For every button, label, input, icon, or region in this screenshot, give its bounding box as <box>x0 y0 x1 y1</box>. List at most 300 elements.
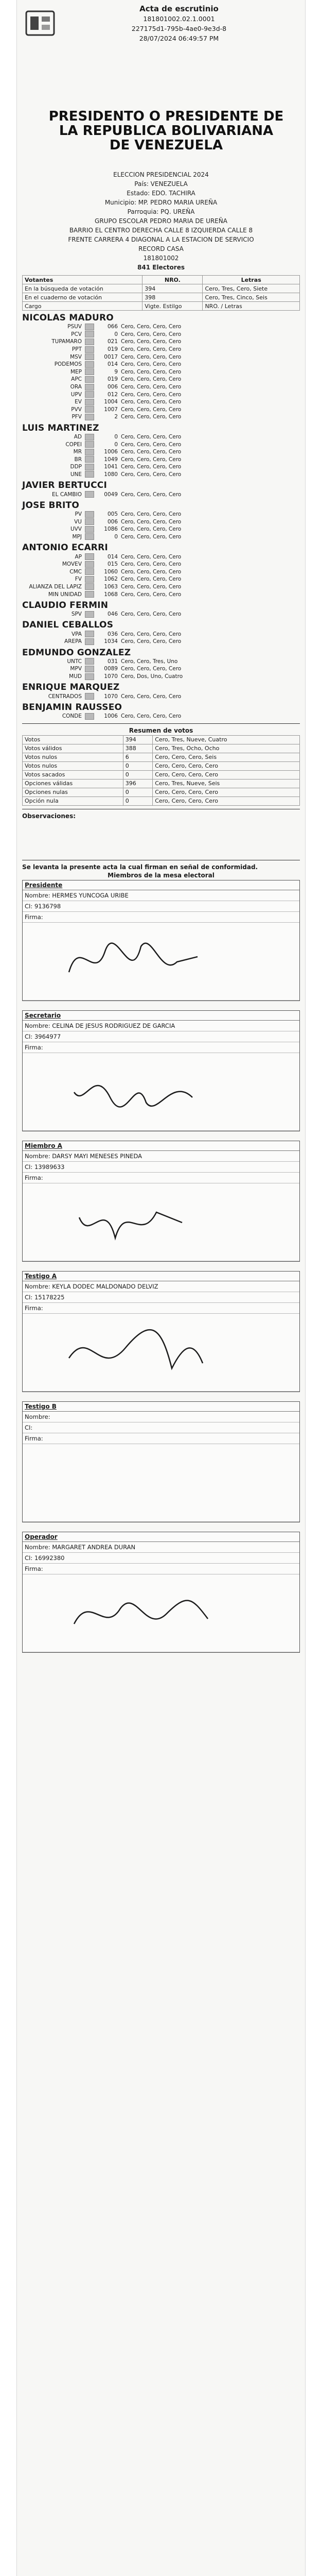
party-logo-icon <box>85 449 94 455</box>
member-box <box>22 1010 300 1131</box>
estado: Estado: EDO. TACHIRA <box>127 190 195 197</box>
party-logo-icon <box>85 658 94 665</box>
party-row <box>22 406 300 414</box>
party-votes: 1060 <box>104 568 118 575</box>
votantes-h1: NRO. <box>142 276 203 284</box>
candidate-name: EDMUNDO GONZALEZ <box>22 647 131 658</box>
party-logo-icon <box>85 591 94 598</box>
doc-date: 28/07/2024 06:49:57 PM <box>139 35 219 42</box>
party-row <box>22 456 300 464</box>
party-votes-words: Cero, Cero, Cero, Cero <box>121 399 182 405</box>
party-logo-icon <box>85 576 94 583</box>
candidate-name: NICOLAS MADURO <box>22 313 114 323</box>
party-logo-icon <box>85 638 94 645</box>
address: BARRIO EL CENTRO DERECHA CALLE 8 IZQUIERDA CALLE 8 FRENTE CARRERA 4 DIAGONAL A LA ESTACION DE SERVICIO RECORD CASA <box>68 227 254 252</box>
member-name: Nombre: HERMES YUNCOGA URIBE <box>23 890 299 901</box>
candidate-name: CLAUDIO FERMIN <box>22 600 109 611</box>
resumen-cell: Cero, Cero, Cero, Cero <box>153 788 300 796</box>
party-name: PODEMOS <box>54 361 82 368</box>
party-row <box>22 590 300 598</box>
party-logo-icon <box>85 368 94 375</box>
party-votes-words: Cero, Cero, Cero, Cero <box>121 441 182 448</box>
party-votes: 1007 <box>104 406 118 413</box>
party-row <box>22 692 300 700</box>
party-votes-words: Cero, Cero, Cero, Cero <box>121 434 182 440</box>
party-row <box>22 713 300 720</box>
party-row <box>22 568 300 575</box>
party-votes-words: Cero, Cero, Cero, Cero <box>121 346 182 353</box>
member-firma: Firma: <box>23 1433 299 1444</box>
party-row <box>22 323 300 331</box>
party-name: BR <box>74 456 82 463</box>
party-votes: 1004 <box>104 399 118 405</box>
party-name: EV <box>75 399 82 405</box>
candidate-name: ENRIQUE MARQUEZ <box>22 682 120 693</box>
party-votes: 006 <box>107 518 118 525</box>
party-votes-words: Cero, Cero, Cero, Cero <box>121 464 182 470</box>
party-votes: 0 <box>114 533 118 540</box>
party-name: MOVEV <box>62 561 82 568</box>
party-logo-icon <box>85 361 94 368</box>
party-row <box>22 630 300 638</box>
member-firma: Firma: <box>23 1173 299 1183</box>
party-votes: 1063 <box>104 583 118 590</box>
doc-title: Acta de escrutinio <box>139 4 219 13</box>
party-votes: 036 <box>107 631 118 637</box>
party-row <box>22 398 300 406</box>
signature-icon <box>59 1317 213 1389</box>
party-logo-icon <box>85 511 94 518</box>
resumen-title: Resumen de votos <box>129 726 193 734</box>
party-row <box>22 511 300 518</box>
member-box <box>22 1141 300 1262</box>
member-role: Testigo B <box>23 1402 299 1412</box>
signature-icon <box>59 1056 213 1128</box>
party-row <box>22 490 300 498</box>
party-logo-icon <box>85 693 94 700</box>
party-row <box>22 561 300 568</box>
party-votes-words: Cero, Dos, Uno, Cuatro <box>121 673 183 680</box>
election: ELECCION PRESIDENCIAL 2024 <box>113 171 209 178</box>
votantes-r1c1: 398 <box>142 293 203 302</box>
party-votes: 005 <box>107 511 118 518</box>
party-votes-words: Cero, Cero, Cero, Cero <box>121 331 182 337</box>
party-row <box>22 440 300 448</box>
header <box>17 0 305 170</box>
party-name: MPV <box>70 666 82 672</box>
party-name: PSUV <box>67 324 82 330</box>
party-votes: 1034 <box>104 638 118 645</box>
party-row <box>22 665 300 673</box>
member-ci: CI: 3964977 <box>23 1031 299 1042</box>
candidates-list <box>17 313 305 720</box>
party-logo-icon <box>85 353 94 360</box>
signature-icon <box>59 1187 213 1259</box>
party-row <box>22 463 300 471</box>
party-logo-icon <box>85 471 94 478</box>
party-votes: 1006 <box>104 713 118 720</box>
member-role: Miembro A <box>23 1141 299 1151</box>
party-name: COPEI <box>65 441 82 448</box>
party-row <box>22 331 300 338</box>
party-logo-icon <box>85 406 94 413</box>
resumen-cell: Votos nulos <box>23 753 123 761</box>
centro: GRUPO ESCOLAR PEDRO MARIA DE UREÑA <box>95 217 227 225</box>
resumen-cell: Votos <box>23 735 123 744</box>
member-ci: CI: <box>23 1422 299 1433</box>
votantes-r2c2a: NRO. <box>205 302 220 310</box>
party-name: CMC <box>69 568 82 575</box>
party-row <box>22 368 300 376</box>
party-name: MUD <box>69 673 82 680</box>
party-logo-icon <box>85 666 94 672</box>
party-votes-words: Cero, Cero, Cero, Cero <box>121 576 182 583</box>
municipio: Municipio: MP. PEDRO MARIA UREÑA <box>104 199 218 206</box>
party-votes: 9 <box>114 368 118 375</box>
party-name: UPV <box>70 391 82 398</box>
candidate-name: LUIS MARTINEZ <box>22 422 99 433</box>
party-votes: 1041 <box>104 464 118 470</box>
party-name: DDP <box>70 464 82 470</box>
party-row <box>22 391 300 398</box>
party-name: MIN UNIDAD <box>48 591 82 598</box>
signature-icon <box>59 926 213 998</box>
party-row <box>22 638 300 646</box>
party-logo-icon <box>85 631 94 637</box>
party-logo-icon <box>85 376 94 383</box>
resumen-row <box>23 753 300 761</box>
party-logo-icon <box>85 391 94 398</box>
votantes-h2: Letras <box>203 276 300 284</box>
party-name: CENTRADOS <box>48 693 82 700</box>
pais: País: VENEZUELA <box>134 180 188 188</box>
resumen-cell: Cero, Cero, Cero, Seis <box>153 753 300 761</box>
party-name: PV <box>75 511 82 518</box>
party-logo-icon <box>85 553 94 560</box>
party-votes-words: Cero, Cero, Cero, Cero <box>121 518 182 525</box>
party-name: VPA <box>71 631 82 637</box>
party-votes: 046 <box>107 611 118 618</box>
party-votes-words: Cero, Cero, Cero, Cero <box>121 631 182 637</box>
resumen-row <box>23 735 300 744</box>
party-votes-words: Cero, Cero, Cero, Cero <box>121 361 182 368</box>
party-name: TUPAMARO <box>51 338 82 345</box>
resumen-cell: 6 <box>123 753 152 761</box>
resumen-row <box>23 788 300 796</box>
resumen-cell: 0 <box>123 796 152 805</box>
party-row <box>22 433 300 441</box>
party-row <box>22 526 300 533</box>
receipt <box>16 0 306 2576</box>
candidate-name: ANTONIO ECARRI <box>22 543 108 553</box>
member-name: Nombre: MARGARET ANDREA DURAN <box>23 1542 299 1553</box>
candidate-name: JOSE BRITO <box>22 500 79 511</box>
party-votes: 014 <box>107 361 118 368</box>
party-row <box>22 553 300 561</box>
party-votes: 0 <box>114 331 118 337</box>
party-votes: 2 <box>114 414 118 420</box>
member-firma: Firma: <box>23 1564 299 1574</box>
resumen-cell: Votos nulos <box>23 761 123 770</box>
party-votes: 0049 <box>104 491 118 498</box>
votantes-h0: Votantes <box>23 276 142 284</box>
party-votes: 0 <box>114 434 118 440</box>
resumen-cell: Cero, Tres, Ocho, Ocho <box>153 744 300 753</box>
member-name: Nombre: CELINA DE JESUS RODRIGUEZ DE GARCIA <box>23 1021 299 1031</box>
party-name: UNE <box>70 471 82 478</box>
party-votes: 1068 <box>104 591 118 598</box>
party-votes: 1086 <box>104 526 118 533</box>
party-logo-icon <box>85 414 94 420</box>
party-votes-words: Cero, Cero, Cero, Cero <box>121 591 182 598</box>
member-name: Nombre: DARSY MAYI MENESES PINEDA <box>23 1151 299 1162</box>
electores: 841 Electores <box>137 264 185 271</box>
resumen-row <box>23 744 300 753</box>
resumen-cell: 0 <box>123 761 152 770</box>
resumen-cell: 396 <box>123 779 152 788</box>
page-title: PRESIDENTO O PRESIDENTE DE LA REPUBLICA BOLIVARIANA DE VENEZUELA <box>48 109 284 153</box>
member-firma: Firma: <box>23 1042 299 1053</box>
mesa: 181801002 <box>143 255 179 262</box>
party-logo-icon <box>85 464 94 470</box>
member-ci: CI: 15178225 <box>23 1292 299 1303</box>
resumen-cell: Cero, Tres, Nueve, Seis <box>153 779 300 788</box>
party-votes: 1070 <box>104 693 118 700</box>
party-logo-icon <box>85 384 94 391</box>
resumen-row <box>23 761 300 770</box>
party-logo-icon <box>85 611 94 618</box>
members-title: Miembros de la mesa electoral <box>108 871 215 879</box>
party-logo-icon <box>85 441 94 448</box>
party-logo-icon <box>85 568 94 575</box>
party-logo-icon <box>85 338 94 345</box>
resumen-cell: Cero, Tres, Nueve, Cuatro <box>153 735 300 744</box>
resumen-section <box>22 727 300 806</box>
doc-hash: 227175d1-795b-4ae0-9e3d-8 <box>131 25 227 32</box>
votantes-r0c2: Cero, Tres, Cero, Siete <box>203 284 300 293</box>
party-votes-words: Cero, Cero, Cero, Cero <box>121 384 182 391</box>
member-ci: CI: 9136798 <box>23 901 299 912</box>
member-box <box>22 1271 300 1392</box>
party-votes-words: Cero, Cero, Cero, Cero <box>121 666 182 672</box>
party-votes: 1070 <box>104 673 118 680</box>
members-list <box>17 880 305 1653</box>
party-votes-words: Cero, Cero, Cero, Cero <box>121 353 182 360</box>
party-votes: 1006 <box>104 449 118 455</box>
party-logo-icon <box>85 456 94 463</box>
party-name: EL CAMBIO <box>52 491 82 498</box>
party-row <box>22 413 300 421</box>
resumen-cell: Opción nula <box>23 796 123 805</box>
party-votes-words: Cero, Cero, Cero, Cero <box>121 511 182 518</box>
party-name: UVV <box>70 526 82 533</box>
member-name: Nombre: KEYLA DODEC MALDONADO DELVIZ <box>23 1281 299 1292</box>
party-votes-words: Cero, Cero, Cero, Cero <box>121 449 182 455</box>
resumen-cell: 0 <box>123 770 152 779</box>
party-logo-icon <box>85 434 94 440</box>
party-name: ALIANZA DEL LAPIZ <box>29 583 82 590</box>
member-name: Nombre: <box>23 1412 299 1422</box>
member-role: Secretario <box>23 1011 299 1021</box>
party-votes-words: Cero, Cero, Cero, Cero <box>121 713 182 720</box>
conformity-text: Se levanta la presente acta la cual firman en señal de conformidad. <box>22 863 258 871</box>
party-votes: 014 <box>107 553 118 560</box>
votantes-r2c2: NRO. / Letras <box>203 302 300 311</box>
member-ci: CI: 13989633 <box>23 1162 299 1173</box>
party-row <box>22 611 300 618</box>
resumen-cell: Opciones válidas <box>23 779 123 788</box>
votantes-r0c1: 394 <box>142 284 203 293</box>
resumen-cell: 394 <box>123 735 152 744</box>
member-box <box>22 1532 300 1653</box>
signature-area <box>23 1574 299 1652</box>
party-logo-icon <box>85 331 94 337</box>
observaciones-label: Observaciones: <box>22 812 76 820</box>
party-row <box>22 448 300 456</box>
party-votes: 0 <box>114 441 118 448</box>
parroquia: Parroquia: PQ. UREÑA <box>127 208 195 215</box>
party-row <box>22 361 300 368</box>
resumen-table <box>22 735 300 806</box>
resumen-cell: Cero, Cero, Cero, Cero <box>153 761 300 770</box>
party-name: SPV <box>71 611 82 618</box>
member-ci: CI: 16992380 <box>23 1553 299 1564</box>
party-name: MR <box>73 449 82 455</box>
party-votes: 015 <box>107 561 118 568</box>
party-votes: 012 <box>107 391 118 398</box>
party-votes-words: Cero, Cero, Cero, Cero <box>121 568 182 575</box>
party-votes: 019 <box>107 376 118 383</box>
party-logo-icon <box>85 399 94 405</box>
resumen-row <box>23 796 300 805</box>
party-logo-icon <box>85 491 94 498</box>
signature-area <box>23 923 299 1001</box>
party-votes-words: Cero, Cero, Cero, Cero <box>121 693 182 700</box>
member-firma: Firma: <box>23 912 299 923</box>
signature-icon <box>59 1578 213 1650</box>
party-votes-words: Cero, Cero, Cero, Cero <box>121 611 182 618</box>
resumen-cell: Votos sacados <box>23 770 123 779</box>
member-box <box>22 1401 300 1522</box>
party-name: CONDE <box>62 713 82 720</box>
party-votes-words: Cero, Cero, Cero, Cero <box>121 491 182 498</box>
resumen-row <box>23 779 300 788</box>
candidate-name: BENJAMIN RAUSSEO <box>22 702 122 713</box>
party-name: PVV <box>71 406 82 413</box>
votantes-r2c0: Cargo <box>23 302 142 311</box>
resumen-cell: 388 <box>123 744 152 753</box>
party-name: VU <box>74 518 82 525</box>
party-row <box>22 353 300 361</box>
party-name: PPT <box>72 346 82 353</box>
party-votes-words: Cero, Cero, Cero, Cero <box>121 414 182 420</box>
party-name: MPJ <box>72 533 82 540</box>
party-row <box>22 583 300 591</box>
party-name: AREPA <box>64 638 82 645</box>
party-name: AD <box>74 434 82 440</box>
member-box <box>22 880 300 1001</box>
party-name: AP <box>75 553 82 560</box>
votantes-r0c0: En la búsqueda de votación <box>23 284 142 293</box>
party-logo-icon <box>85 346 94 353</box>
party-votes-words: Cero, Cero, Cero, Cero <box>121 553 182 560</box>
party-votes-words: Cero, Cero, Cero, Cero <box>121 391 182 398</box>
member-role: Presidente <box>23 880 299 890</box>
party-row <box>22 518 300 526</box>
signature-area <box>23 1053 299 1131</box>
party-row <box>22 658 300 666</box>
resumen-cell: Opciones nulas <box>23 788 123 796</box>
party-votes-words: Cero, Cero, Cero, Cero <box>121 456 182 463</box>
party-logo-icon <box>85 673 94 680</box>
member-role: Testigo A <box>23 1272 299 1281</box>
party-row <box>22 376 300 383</box>
party-votes: 1062 <box>104 576 118 583</box>
party-name: ORA <box>70 384 82 391</box>
party-name: APC <box>71 376 82 383</box>
votantes-section <box>22 275 300 311</box>
party-votes-words: Cero, Cero, Tres, Uno <box>121 658 178 665</box>
party-votes: 019 <box>107 346 118 353</box>
votantes-table <box>22 275 300 311</box>
member-role: Operador <box>23 1532 299 1542</box>
party-votes-words: Cero, Cero, Cero, Cero <box>121 583 182 590</box>
party-logo-icon <box>85 518 94 525</box>
party-logo-icon <box>85 533 94 540</box>
member-firma: Firma: <box>23 1303 299 1314</box>
resumen-cell: Votos válidos <box>23 744 123 753</box>
party-name: MEP <box>70 368 82 375</box>
cne-logo-icon <box>23 6 57 40</box>
party-logo-icon <box>85 713 94 720</box>
party-logo-icon <box>85 324 94 330</box>
party-votes-words: Cero, Cero, Cero, Cero <box>121 561 182 568</box>
party-votes: 1080 <box>104 471 118 478</box>
party-logo-icon <box>85 561 94 568</box>
party-votes-words: Cero, Cero, Cero, Cero <box>121 471 182 478</box>
party-votes: 031 <box>107 658 118 665</box>
signature-area <box>23 1183 299 1261</box>
party-name: FV <box>75 576 82 583</box>
signature-area <box>23 1314 299 1392</box>
party-name: UNTC <box>67 658 82 665</box>
party-votes-words: Cero, Cero, Cero, Cero <box>121 526 182 533</box>
party-votes: 021 <box>107 338 118 345</box>
party-votes: 0017 <box>104 353 118 360</box>
party-votes: 0089 <box>104 666 118 672</box>
party-votes-words: Cero, Cero, Cero, Cero <box>121 533 182 540</box>
party-votes-words: Cero, Cero, Cero, Cero <box>121 368 182 375</box>
party-votes-words: Cero, Cero, Cero, Cero <box>121 324 182 330</box>
party-votes: 066 <box>107 324 118 330</box>
party-logo-icon <box>85 583 94 590</box>
votantes-r1c0: En el cuaderno de votación <box>23 293 142 302</box>
party-name: PCV <box>71 331 82 337</box>
candidate-name: DANIEL CEBALLOS <box>22 620 114 631</box>
party-votes-words: Cero, Cero, Cero, Cero <box>121 338 182 345</box>
party-row <box>22 673 300 681</box>
party-row <box>22 338 300 346</box>
party-name: PFV <box>72 414 82 420</box>
party-row <box>22 383 300 391</box>
party-row <box>22 346 300 353</box>
resumen-cell: Cero, Cero, Cero, Cero <box>153 796 300 805</box>
candidate-name: JAVIER BERTUCCI <box>22 480 108 491</box>
party-votes: 006 <box>107 384 118 391</box>
resumen-cell: Cero, Cero, Cero, Cero <box>153 770 300 779</box>
party-votes-words: Cero, Cero, Cero, Cero <box>121 406 182 413</box>
party-votes-words: Cero, Cero, Cero, Cero <box>121 376 182 383</box>
